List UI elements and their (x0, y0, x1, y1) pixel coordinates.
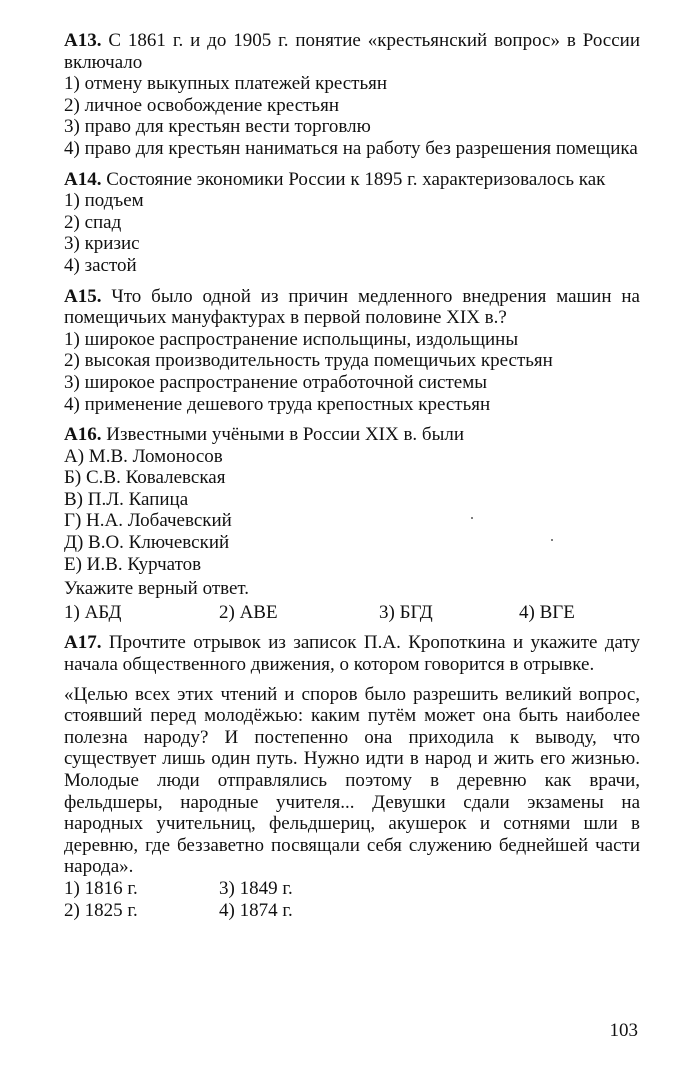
list-item: Е) И.В. Курчатов (64, 553, 202, 575)
question-a14 (64, 169, 640, 277)
option: 3) право для крестьян вести торговлю (64, 116, 371, 138)
option-list (64, 190, 640, 276)
answer-option: 1) 1816 г. (64, 877, 138, 899)
scan-speck (471, 517, 473, 519)
question-a16 (64, 424, 640, 623)
answer-options (64, 878, 640, 921)
question-a15 (64, 286, 640, 416)
question-stem: С 1861 г. и до 1905 г. понятие «крестьянский вопрос» в России включало (64, 30, 641, 73)
question-number: А15. (64, 285, 102, 307)
question-stem: Состояние экономики России к 1895 г. характеризовалось как (106, 168, 606, 190)
question-number: А17. (64, 632, 102, 654)
list-item: Б) С.В. Ковалевская (64, 467, 226, 489)
option: 2) высокая производительность труда помещичьих крестьян (64, 350, 553, 372)
list-item: В) П.Л. Капица (64, 488, 189, 510)
question-stem: Что было одной из причин медленного внедрения машин на помещичьих мануфактурах в первой половине XIX в.? (64, 285, 640, 329)
list-item: А) М.В. Ломоносов (64, 445, 223, 467)
answer-option: 1) АБД (64, 601, 122, 623)
option: 4) право для крестьян наниматься на работу без разрешения помещика (64, 137, 638, 159)
question-number: А13. (64, 30, 102, 51)
question-stem: Известными учёными в России XIX в. были (106, 424, 465, 446)
question-a17 (64, 632, 640, 921)
question-stem: Прочтите отрывок из записок П.А. Кропоткина и укажите дату начала общественного движения, о котором говорится в отрывке. (64, 632, 640, 676)
answer-option: 2) 1825 г. (64, 899, 138, 921)
question-number: А16. (64, 424, 102, 446)
answer-option: 4) 1874 г. (219, 899, 293, 921)
list-item: Г) Н.А. Лобачевский (64, 510, 232, 532)
answer-option: 3) 1849 г. (219, 877, 293, 899)
page-number: 103 (609, 1020, 638, 1041)
option-list (64, 73, 640, 159)
option: 3) широкое распространение отработочной системы (64, 371, 487, 393)
list-item: Д) В.О. Ключевский (64, 532, 230, 554)
option: 3) кризис (64, 233, 140, 255)
answer-option: 4) ВГЕ (519, 601, 575, 623)
answer-prompt: Укажите верный ответ. (64, 578, 250, 600)
option: 1) широкое распространение испольщины, издольщины (64, 328, 519, 350)
option-list (64, 329, 640, 415)
quote-passage: «Целью всех этих чтений и споров было разрешить великий вопрос, стоявший перед молодёжью: каким путём может она быть наиболее полезна народу? И постепенно она приходила к выводу, что существует лишь один путь. Нужно идти в народ и жить его жизнью. Молодые люди отправлялись поэтому в деревню как врачи, фельдшеры, народные учителя... Девушки сдали экзамены на народных учительниц, фельдшериц, акушерок и сотнями шли в деревню, где беззаветно посвящали себя служению беднейшей части народа». (64, 683, 640, 878)
scan-speck (551, 539, 553, 541)
option: 1) подъем (64, 190, 144, 212)
option: 1) отмену выкупных платежей крестьян (64, 73, 388, 95)
answer-option: 3) БГД (379, 601, 433, 623)
answer-options (64, 602, 640, 624)
option: 2) спад (64, 211, 122, 233)
question-a13 (64, 30, 640, 160)
option: 2) личное освобождение крестьян (64, 94, 339, 116)
answer-option: 2) АВЕ (219, 601, 278, 623)
option: 4) применение дешевого труда крепостных крестьян (64, 393, 491, 415)
item-list (64, 446, 640, 576)
question-number: А14. (64, 168, 102, 190)
option: 4) застой (64, 254, 137, 276)
